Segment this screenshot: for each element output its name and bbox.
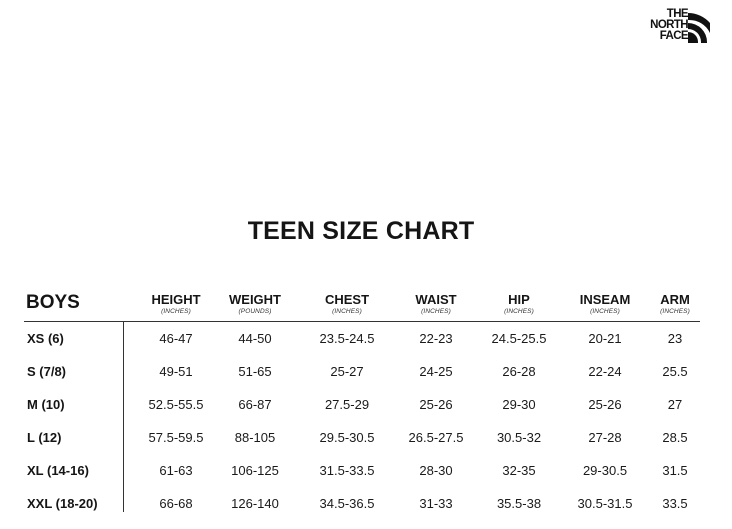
table-body [24, 322, 704, 520]
hip-value: 29-30 [502, 397, 536, 412]
column-name: ARM [660, 292, 690, 307]
half-dome-icon [686, 9, 710, 43]
waist-value: 31-33 [419, 496, 453, 511]
table-row [24, 454, 704, 487]
column-header-weight [229, 293, 281, 316]
table-row [24, 487, 704, 520]
the-north-face-logo [630, 9, 710, 45]
column-unit: (POUNDS) [238, 308, 272, 315]
waist-value: 24-25 [419, 364, 453, 379]
hip-value: 32-35 [502, 463, 536, 478]
size-label: XS (6) [27, 331, 64, 346]
table-row [24, 322, 704, 355]
column-name: WEIGHT [229, 292, 281, 307]
size-label: XXL (18-20) [27, 496, 98, 511]
column-header-waist [415, 293, 456, 316]
inseam-value: 29-30.5 [582, 463, 628, 478]
page-title: TEEN SIZE CHART [247, 217, 475, 245]
size-label: M (10) [27, 397, 65, 412]
height-value: 61-63 [159, 463, 193, 478]
arm-value: 33.5 [662, 496, 688, 511]
arm-value: 31.5 [662, 463, 688, 478]
column-name: CHEST [324, 292, 370, 307]
weight-value: 51-65 [238, 364, 272, 379]
hip-value: 26-28 [502, 364, 536, 379]
column-name: HIP [508, 292, 530, 307]
weight-value: 126-140 [231, 496, 279, 511]
column-unit: (INCHES) [161, 308, 191, 315]
column-name: HEIGHT [151, 292, 201, 307]
size-label: S (7/8) [27, 364, 67, 379]
table-header [24, 288, 704, 322]
waist-value: 26.5-27.5 [408, 430, 464, 445]
chest-value: 31.5-33.5 [319, 463, 375, 478]
group-label: BOYS [26, 292, 80, 313]
column-header-arm [660, 293, 690, 316]
height-value: 52.5-55.5 [148, 397, 204, 412]
table-row [24, 388, 704, 421]
waist-value: 22-23 [419, 331, 453, 346]
hip-value: 30.5-32 [496, 430, 542, 445]
size-label: XL (14-16) [27, 463, 89, 478]
column-header-chest [325, 293, 369, 316]
arm-value: 23 [667, 331, 683, 346]
height-value: 66-68 [159, 496, 193, 511]
column-unit: (INCHES) [332, 308, 362, 315]
inseam-value: 27-28 [588, 430, 622, 445]
column-header-inseam [580, 293, 631, 316]
chest-value: 34.5-36.5 [319, 496, 375, 511]
weight-value: 44-50 [238, 331, 272, 346]
column-unit: (INCHES) [504, 308, 534, 315]
chest-value: 29.5-30.5 [319, 430, 375, 445]
inseam-value: 22-24 [588, 364, 622, 379]
inseam-value: 30.5-31.5 [577, 496, 633, 511]
arm-value: 25.5 [662, 364, 688, 379]
waist-value: 28-30 [419, 463, 453, 478]
chest-value: 23.5-24.5 [319, 331, 375, 346]
inseam-value: 20-21 [588, 331, 622, 346]
table-row [24, 421, 704, 454]
height-value: 46-47 [159, 331, 193, 346]
column-name: INSEAM [579, 292, 631, 307]
column-header-hip [504, 293, 534, 316]
logo-line-3: FACE [659, 30, 688, 42]
hip-value: 35.5-38 [496, 496, 542, 511]
column-name: WAIST [415, 292, 457, 307]
column-header-height [151, 293, 200, 316]
size-label: L (12) [27, 430, 62, 445]
logo-line-2: NORTH [650, 19, 688, 31]
arm-value: 27 [667, 397, 683, 412]
inseam-value: 25-26 [588, 397, 622, 412]
size-chart-table [24, 288, 704, 511]
column-unit: (INCHES) [421, 308, 451, 315]
waist-value: 25-26 [419, 397, 453, 412]
weight-value: 88-105 [234, 430, 276, 445]
table-row [24, 355, 704, 388]
arm-value: 28.5 [662, 430, 688, 445]
hip-value: 24.5-25.5 [491, 331, 547, 346]
weight-value: 106-125 [231, 463, 279, 478]
column-unit: (INCHES) [590, 308, 620, 315]
logo-line-1: THE [666, 8, 688, 20]
chest-value: 25-27 [330, 364, 364, 379]
height-value: 57.5-59.5 [148, 430, 204, 445]
weight-value: 66-87 [238, 397, 272, 412]
height-value: 49-51 [159, 364, 193, 379]
chest-value: 27.5-29 [324, 397, 370, 412]
logo-wordmark [650, 9, 688, 42]
column-unit: (INCHES) [660, 308, 690, 315]
